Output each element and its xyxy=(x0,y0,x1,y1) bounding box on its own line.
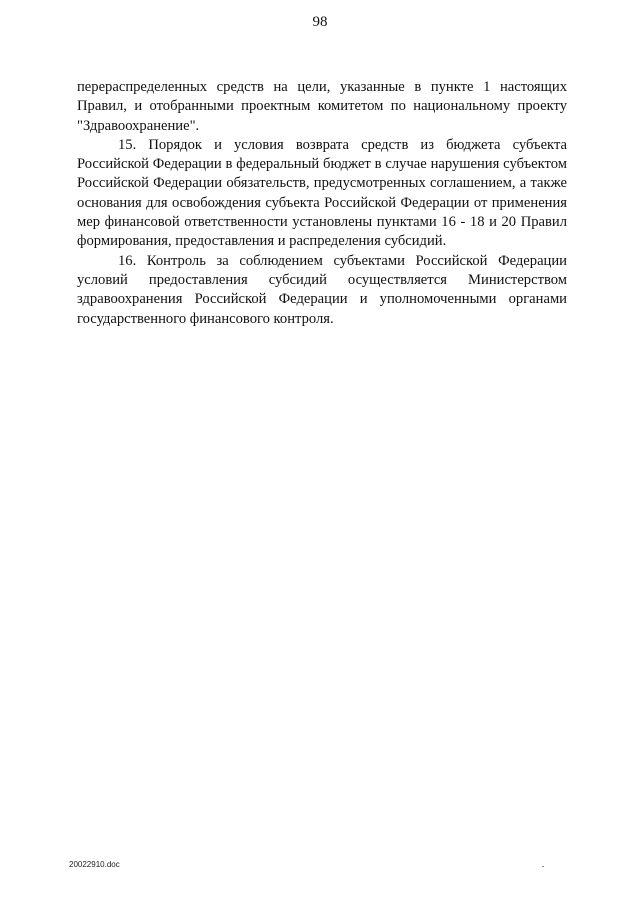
footer-dot-mark xyxy=(542,866,544,867)
paragraph-15: 15. Порядок и условия возврата средств из бюджета субъекта Российской Федерации в федеральный бюджет в случае нарушения субъектом Российской Федерации обязательств, предусмотренных соглашением, а также основания для освобождения субъекта Российской Федерации от применения мер финансовой ответственности установлены пунктами 16 - 18 и 20 Правил формирования, предоставления и распределения субсидий. xyxy=(77,136,567,250)
paragraph-continuation: перераспределенных средств на цели, указанные в пункте 1 настоящих Правил, и отобранными проектным комитетом по национальному проекту "Здравоохранение". xyxy=(77,79,567,134)
paragraph-16: 16. Контроль за соблюдением субъектами Российской Федерации условий предоставления субсидий осуществляется Министерством здравоохранения Российской Федерации и уполномоченными органами государственного финансового контроля. xyxy=(77,252,567,327)
document-body xyxy=(77,78,567,329)
footer-filename: 20022910.doc xyxy=(69,860,120,869)
page-number: 98 xyxy=(312,14,328,30)
